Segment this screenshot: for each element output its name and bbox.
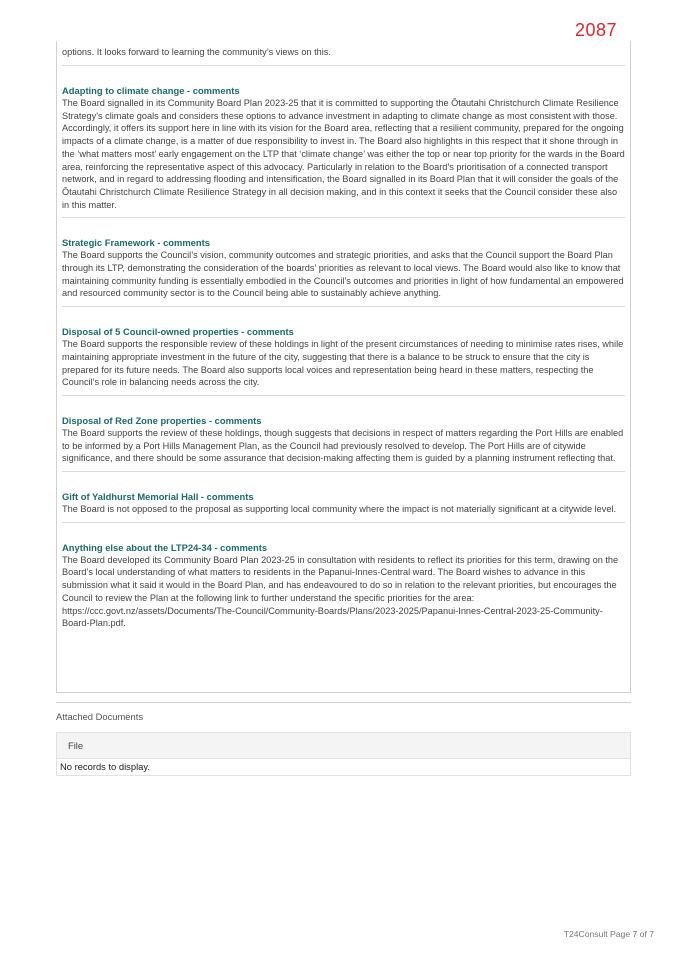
section-title: Disposal of 5 Council-owned properties - comments <box>62 326 294 338</box>
page-footer: T24Consult Page 7 of 7 <box>563 929 654 939</box>
section-body: The Board signalled in its Community Board Plan 2023-25 that it is committed to supporting the Ōtautahi Christchurch Climate Resilience Strategy's climate goals and considers these options to advance investment in adapting to climate change as most consistent with those. Accordingly, it offers its support here in line with its vision for the Board area, reflecting that a resilient community, prepared for the ongoing impacts of a climate change, is a matter of due responsibility to invest in. The Board also highlights in this respect that it shone through in the ‘what matters most’ early engagement on the LTP that ‘climate change’ was either the top or near top priority for the wards in the Board area, reinforcing the representative aspect of this advocacy. Particularly in relation to the Board’s prioritisation of a connected transport network, and in regard to addressing flooding and intensification, the Board signalled in its Board Plan that it will consider the goals of the Ōtautahi Christchurch Climate Resilience Strategy in all decision making, and in this context it seeks that the Council consider these also in this matter. <box>62 98 625 210</box>
attached-documents-title: Attached Documents <box>56 711 144 722</box>
section-disposal-council-properties <box>62 307 625 396</box>
section-title: Adapting to climate change - comments <box>62 85 240 96</box>
attached-files-table <box>56 732 631 776</box>
section-anything-else <box>62 523 625 634</box>
section-adapting-to-climate-change <box>62 66 625 218</box>
section-title: Strategic Framework - comments <box>62 237 210 249</box>
submission-panel <box>56 41 631 693</box>
attached-documents <box>56 702 631 776</box>
no-records-message: No records to display. <box>60 761 150 772</box>
section-title: Gift of Yaldhurst Memorial Hall - comments <box>62 491 254 503</box>
section-body: The Board is not opposed to the proposal as supporting local community where the impact is not materially significant at a citywide level. <box>62 504 617 515</box>
file-column-header[interactable]: File <box>57 733 630 759</box>
intro-text: options. It looks forward to learning the community’s views on this. <box>62 41 625 66</box>
section-strategic-framework <box>62 218 625 307</box>
section-body: The Board supports the Council’s vision, community outcomes and strategic priorities, and asks that the Council support the Board Plan through its LTP, demonstrating the consideration of the boards’ priorities as relevant to local views. The Board would also like to know that maintaining community funding is essentially embodied in the Council’s outcomes and priorities in light of how fundamental an empowered and resourced community sector is to the Council being able to sustainably achieve anything. <box>62 250 624 299</box>
section-body: The Board developed its Community Board Plan 2023-25 in consultation with residents to reflect its priorities for this term, drawing on the Board’s local understanding of what matters to residents in the Papanui-Innes-Central ward. The Board wishes to advance in this submission what it said it would in the Board Plan, and has endeavoured to do so in relation to the relevant priorities, but encourages the Council to review the Plan at the following link to further understand the specific priorities for the area: https://ccc.govt.nz/assets/Documents/The-Council/Community-Boards/Plans/2023-2025/Papanui-Innes-Central-2023-25-Community-Board-Plan.pdf. <box>62 554 619 629</box>
section-disposal-red-zone-properties <box>62 396 625 472</box>
section-title: Anything else about the LTP24-34 - comments <box>62 541 268 553</box>
section-title: Disposal of Red Zone properties - comments <box>62 414 262 426</box>
page-number: 2087 <box>574 20 617 40</box>
section-gift-yaldhurst-hall <box>62 472 625 523</box>
section-body: The Board supports the review of these holdings, though suggests that decisions in respect of matters regarding the Port Hills are enabled to be informed by a Port Hills Management Plan, as the Council had previously resolved to develop. The Port Hills are of citywide significance, and there should be some assurance that decision-making affecting them is guided by a planning instrument reflecting that. <box>62 427 624 464</box>
section-body: The Board supports the responsible review of these holdings in light of the present circumstances of needing to minimise rates rises, while maintaining appropriate investment in the future of the city, suggesting that there is a balance to be struck to ensure that the city is prepared for its future needs. The Board also supports local voices and representation being heard in these matters, respecting the Council’s role in balancing needs across the city. <box>62 339 624 388</box>
